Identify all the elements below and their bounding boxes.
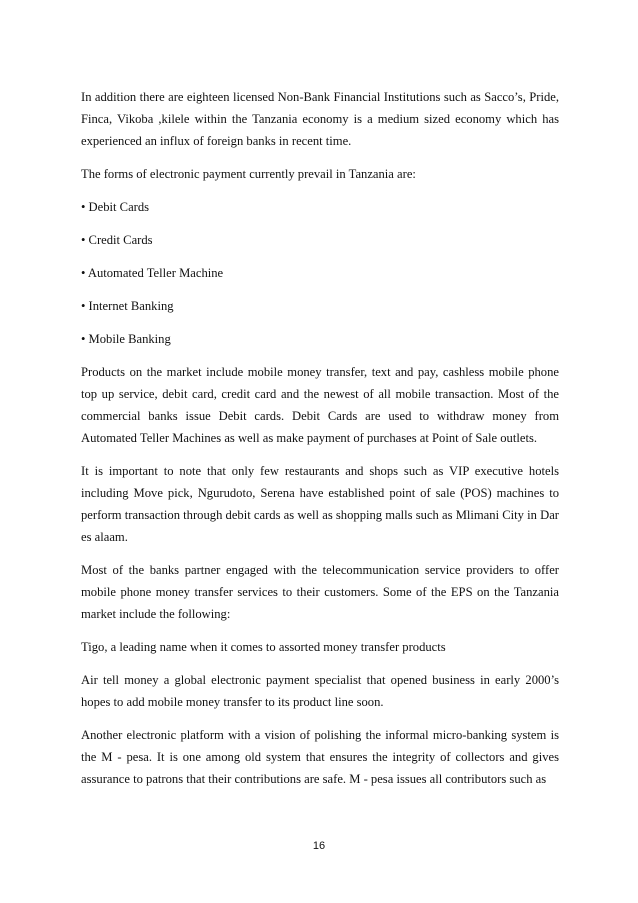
paragraph-pos: It is important to note that only few restaurants and shops such as VIP executive hotels including Move pick, Ngurudoto, Serena have established point of sale (POS) machines to perform transaction through debit cards as well as shopping malls such as Mlimani City in Dar es alaam. xyxy=(81,464,559,544)
paragraph-products: Products on the market include mobile money transfer, text and pay, cashless mobile phone top up service, debit card, credit card and the newest of all mobile transaction. Most of the commercial banks issue Debit cards. Debit Cards are used to withdraw money from Automated Teller Machines as well as make payment of purchases at Point of Sale outlets. xyxy=(81,365,559,445)
bullet-item: • Credit Cards xyxy=(81,233,153,247)
paragraph-nbfi: In addition there are eighteen licensed Non-Bank Financial Institutions such as Sacco’s, Pride, Finca, Vikoba ,kilele within the Tanzania economy is a medium sized economy which has experienced an influx of foreign banks in recent time. xyxy=(81,90,559,148)
page-number: 16 xyxy=(312,840,326,852)
bullet-item: • Automated Teller Machine xyxy=(81,266,224,280)
paragraph-bank-partners: Most of the banks partner engaged with the telecommunication service providers to offer mobile phone money transfer services to their customers. Some of the EPS on the Tanzania market include the following: xyxy=(81,563,559,621)
bullet-item: • Mobile Banking xyxy=(81,332,171,346)
paragraph-tigo: Tigo, a leading name when it comes to assorted money transfer products xyxy=(81,640,446,654)
page-body xyxy=(81,86,559,801)
paragraph-mpesa: Another electronic platform with a vision of polishing the informal micro-banking system is the M - pesa. It is one among old system that ensures the integrity of collectors and gives assurance to patrons that their contributions are safe. M - pesa issues all contributors such as xyxy=(81,728,559,786)
paragraph-airtel: Air tell money a global electronic payment specialist that opened business in early 2000’s hopes to add mobile money transfer to its product line soon. xyxy=(81,673,559,709)
bullet-item: • Internet Banking xyxy=(81,299,174,313)
paragraph-forms-intro: The forms of electronic payment currently prevail in Tanzania are: xyxy=(81,167,416,181)
bullet-item: • Debit Cards xyxy=(81,200,150,214)
